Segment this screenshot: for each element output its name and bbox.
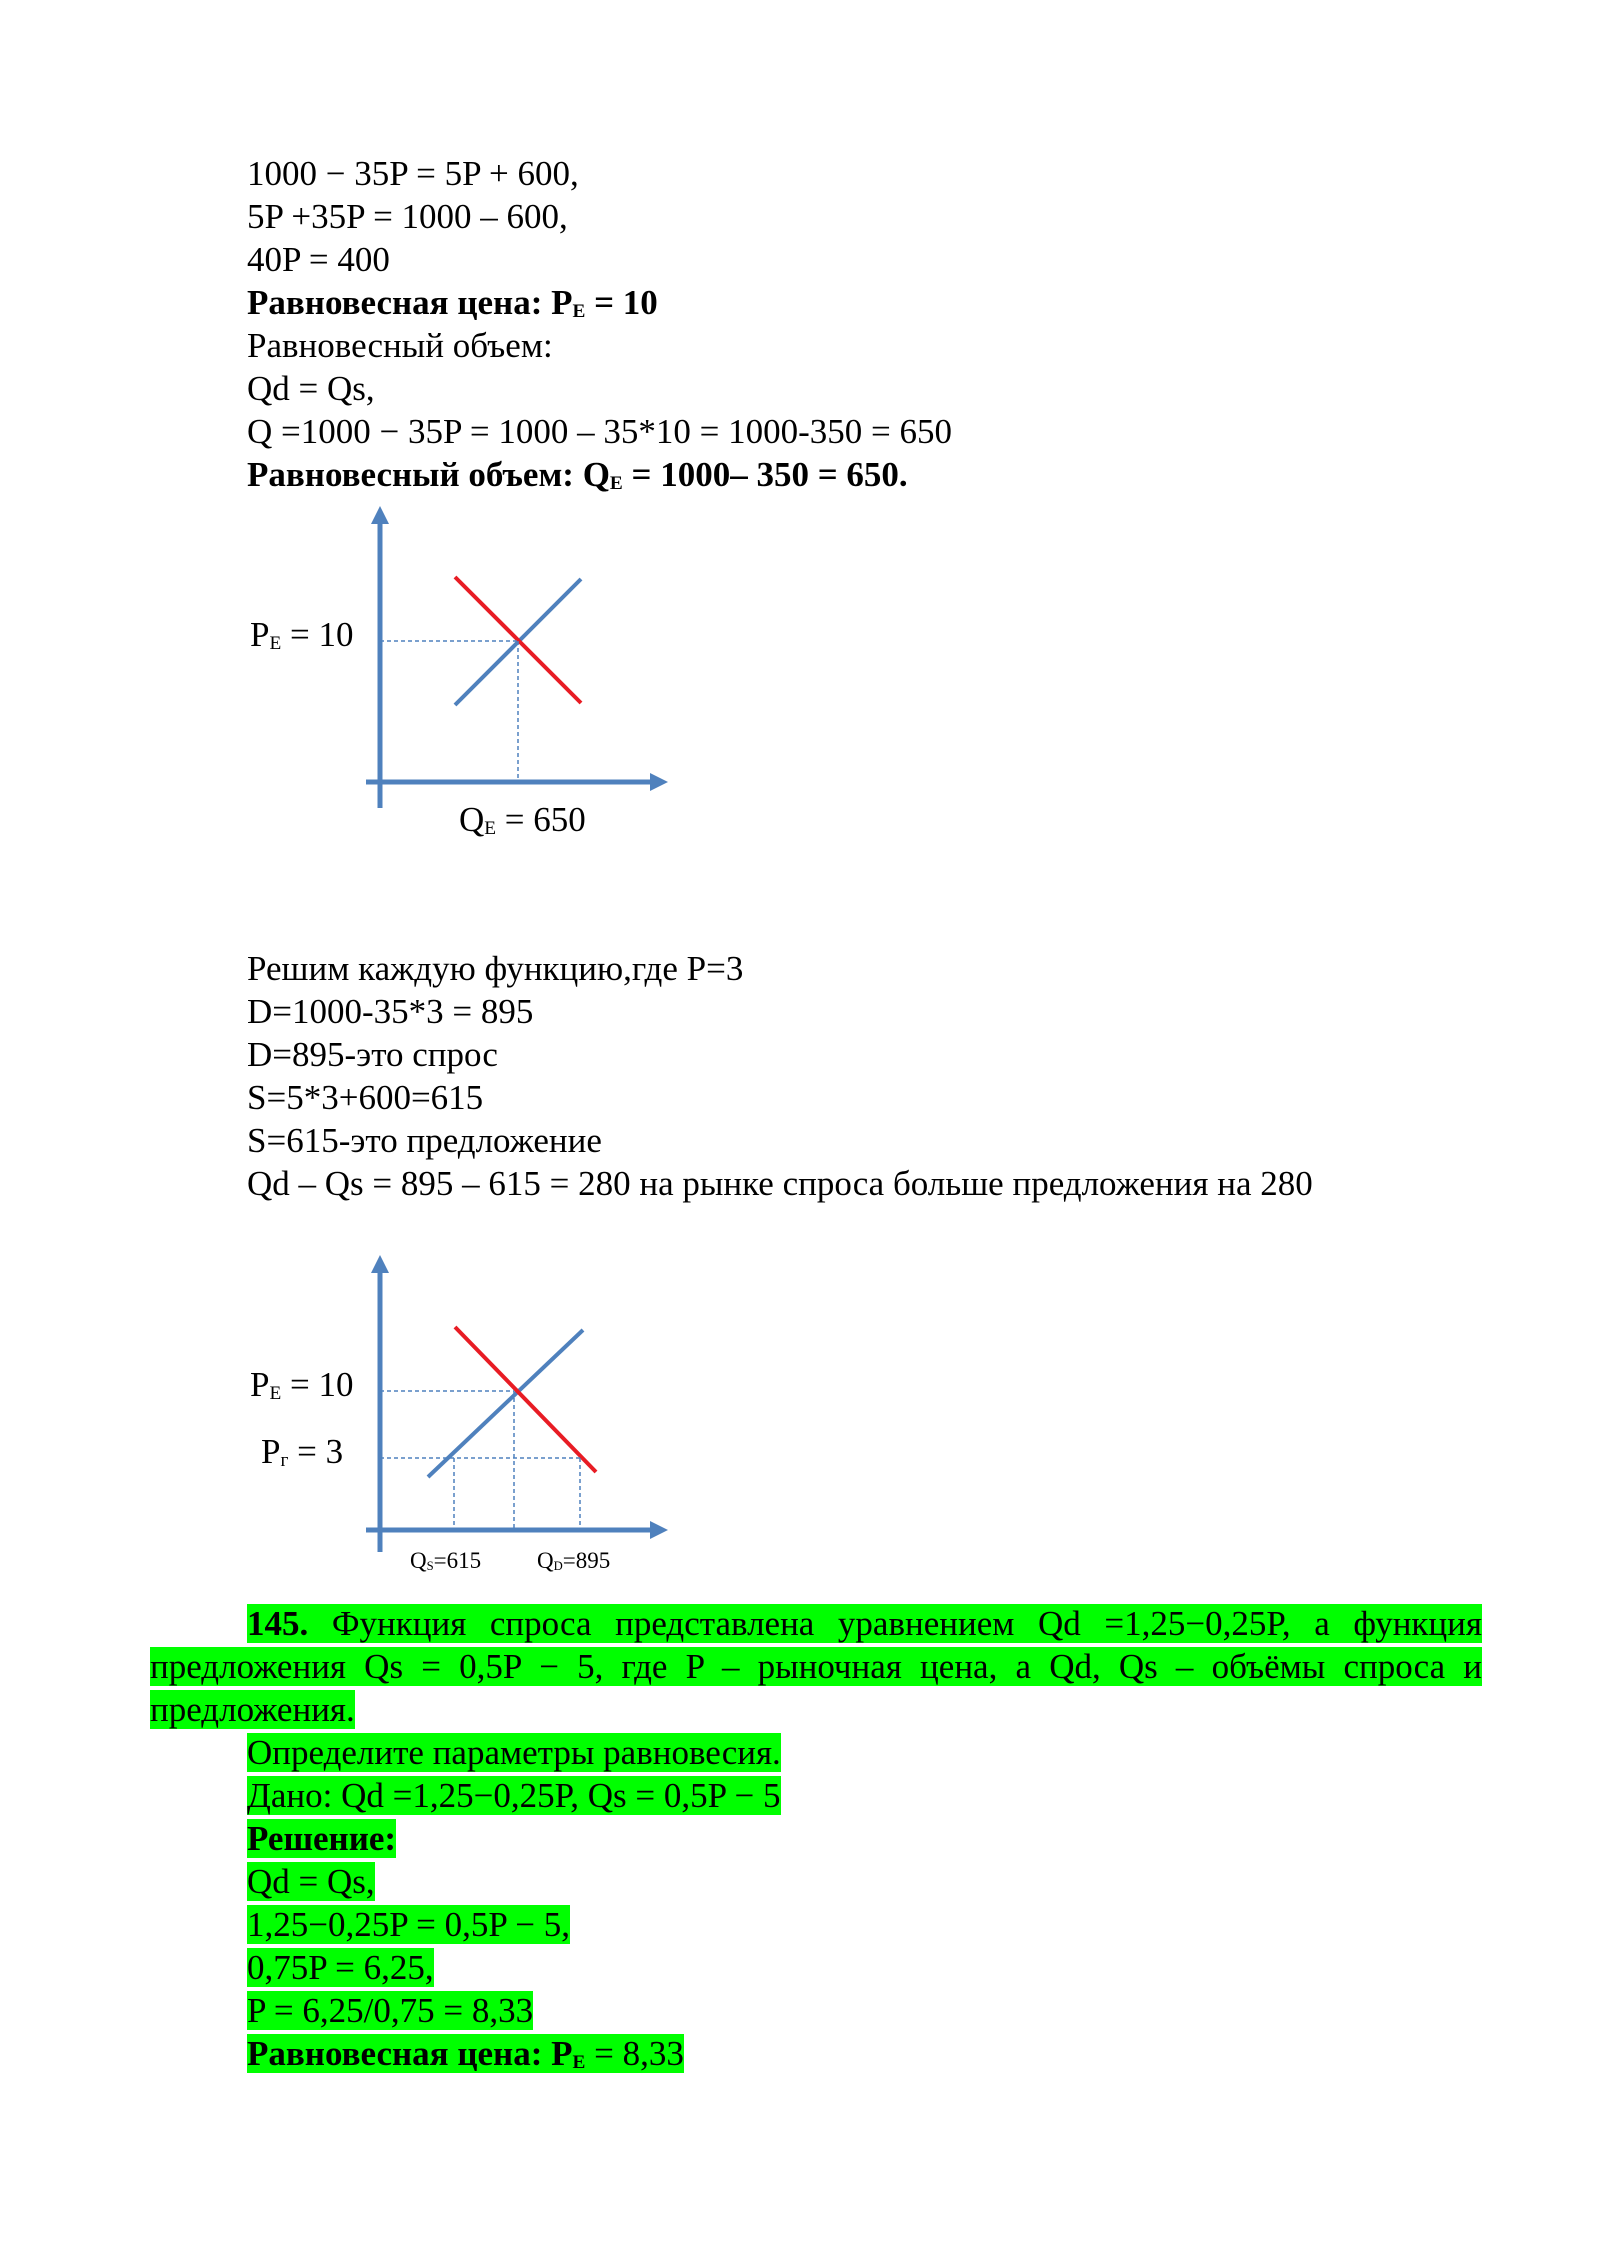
volume-heading: Равновесный объем: [247, 326, 553, 365]
task-number: 145. [247, 1604, 309, 1643]
value: = 1000– 350 = 650. [622, 455, 908, 494]
equilibrium-graph-1 [350, 500, 690, 820]
subscript: E [572, 300, 586, 322]
solution-step: Qd = Qs, [247, 1862, 375, 1901]
equilibrium-price-label: $P_E = 10$ [250, 1365, 354, 1404]
y-axis-arrow [371, 506, 389, 524]
solution-step: 0,75P = 6,25, [247, 1948, 434, 1987]
task-text: Функция спроса представлена уравнением Qd =1,25−0,25P, а функция предложения Qs = 0,5P − 5, где P – рыночная цена, а Qd, Qs – объёмы спроса и предложения. [150, 1604, 1482, 1729]
quantity-demanded-label: $Q_D=895$ [537, 1548, 611, 1573]
equilibrium-quantity-label: $Q_E = 650$ [459, 800, 586, 839]
quantity-supplied-label: $Q_S=615$ [410, 1548, 482, 1573]
label: Равновесная цена: P [247, 283, 573, 322]
equation-line: Qd = Qs, [247, 369, 375, 408]
fixed-price-label: $P_г = 3$ [261, 1432, 344, 1471]
equilibrium-price-label: $P_E = 10$ [250, 615, 354, 654]
solution-heading: Решение: [247, 1819, 397, 1858]
equation-line: 40P = 400 [247, 240, 390, 279]
demand-line [455, 1327, 596, 1472]
x-axis-arrow [650, 1521, 668, 1539]
solution-step: P = 6,25/0,75 = 8,33 [247, 1991, 534, 2030]
task-determine: Определите параметры равновесия. [247, 1733, 781, 1772]
equilibrium-graph-2 [350, 1240, 690, 1560]
text-line: Qd – Qs = 895 – 615 = 280 на рынке спроса больше предложения на 280 [247, 1164, 1313, 1203]
text-line: Решим каждую функцию,где P=3 [247, 949, 744, 988]
text-line: D=1000-35*3 = 895 [247, 992, 534, 1031]
text-line: D=895-это спрос [247, 1035, 498, 1074]
equilibrium-volume-line [247, 453, 908, 505]
supply-line [428, 1330, 583, 1477]
task-145-statement [150, 1602, 1482, 1731]
task-given: Дано: Qd =1,25−0,25P, Qs = 0,5P − 5 [247, 1776, 781, 1815]
text-line: S=5*3+600=615 [247, 1078, 484, 1117]
x-axis-arrow [650, 773, 668, 791]
label: Равновесный объем: Q [247, 455, 610, 494]
y-axis-arrow [371, 1255, 389, 1273]
value: = 10 [585, 283, 658, 322]
equation-line: 1000 − 35P = 5P + 600, [247, 154, 579, 193]
answer-line: Равновесная цена: $P_E = 8,33$ [247, 2034, 684, 2073]
text-line: S=615-это предложение [247, 1121, 602, 1160]
solution-step: 1,25−0,25P = 0,5P − 5, [247, 1905, 571, 1944]
subscript: E [609, 472, 623, 494]
equation-line: 5P +35P = 1000 – 600, [247, 197, 568, 236]
equation-line: Q =1000 − 35P = 1000 – 35*10 = 1000-350 = 650 [247, 412, 953, 451]
